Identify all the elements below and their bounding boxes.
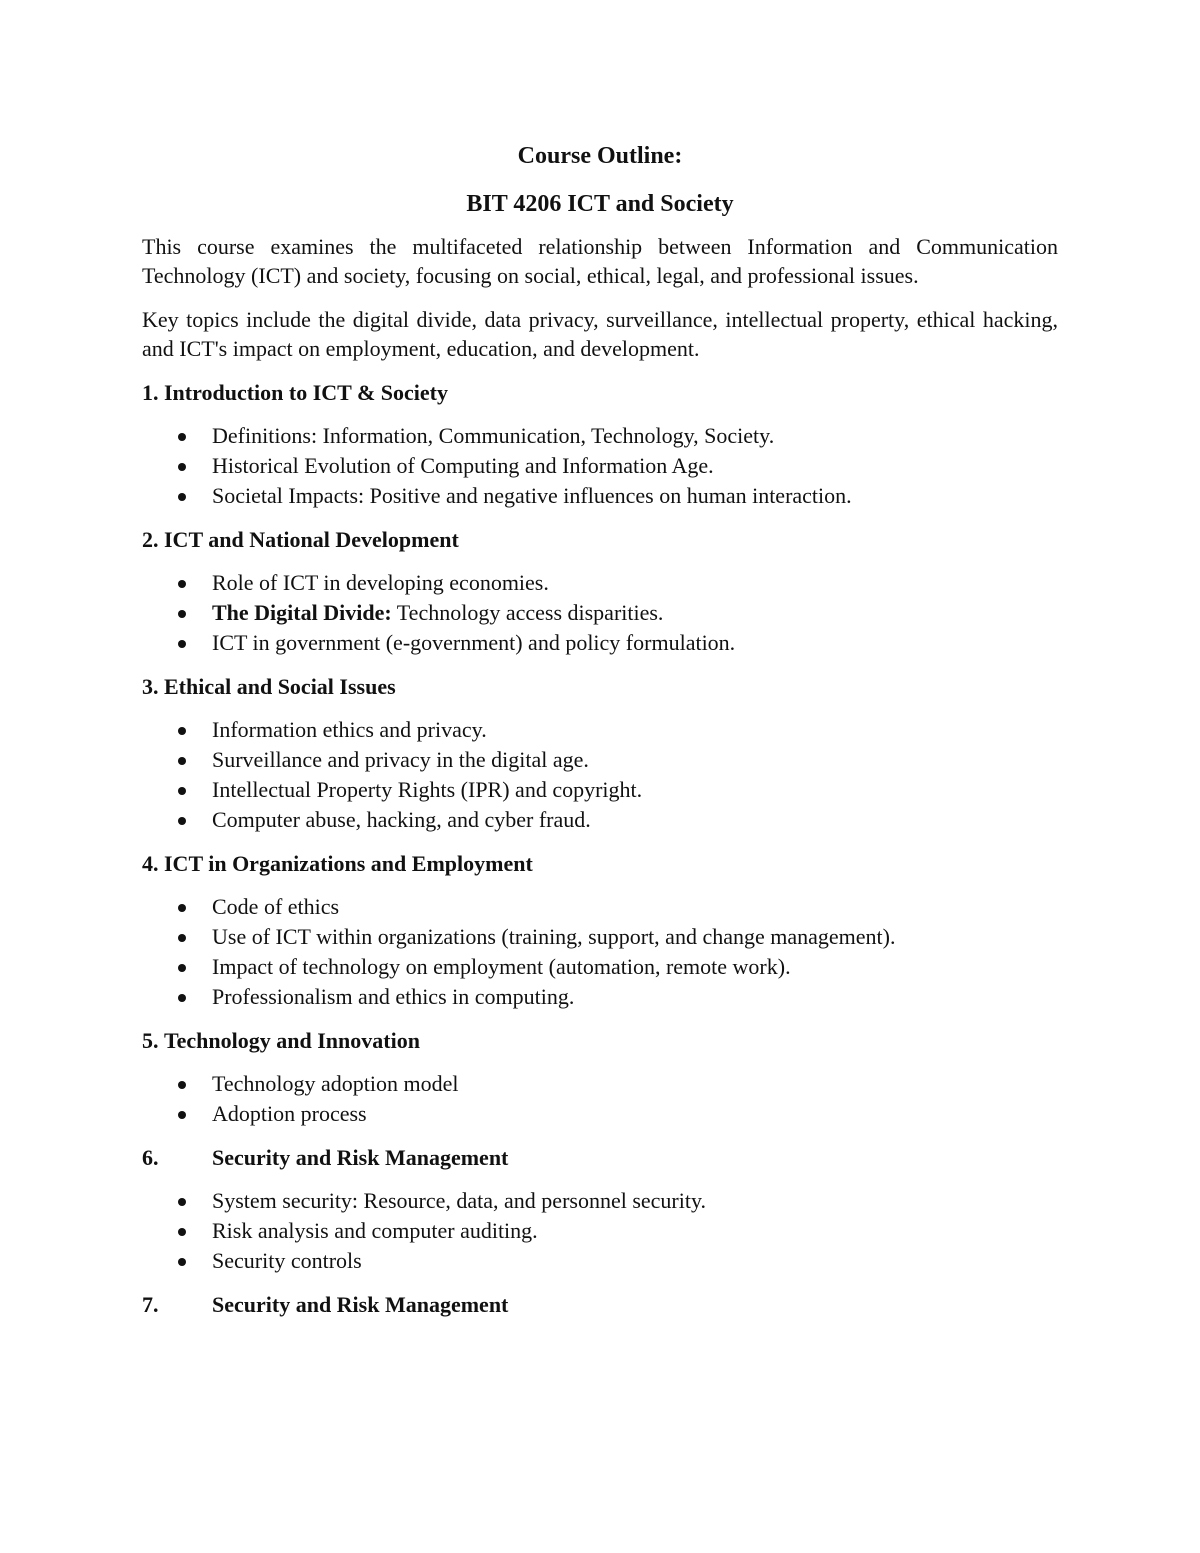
section-title: ICT in Organizations and Employment (164, 851, 533, 876)
bullet-icon (178, 493, 186, 501)
list-item-text: ICT in government (e-government) and policy formulation. (212, 630, 736, 655)
section-number: 1. (142, 380, 164, 405)
list-item (142, 805, 1058, 835)
section-title: Technology and Innovation (164, 1028, 420, 1053)
list-item-text: Surveillance and privacy in the digital age. (212, 747, 589, 772)
section-number: 5. (142, 1028, 164, 1053)
list-item-text: Adoption process (212, 1101, 367, 1126)
bullet-icon (178, 610, 186, 618)
course-title: BIT 4206 ICT and Society (466, 191, 734, 217)
list-item (142, 922, 1058, 952)
list-item (142, 892, 1058, 922)
list-item (142, 628, 1058, 658)
section-bullet-list (142, 715, 1058, 835)
document-title: Course Outline: (517, 143, 683, 169)
list-item (142, 1186, 1058, 1216)
section-title: Introduction to ICT & Society (164, 380, 448, 405)
section-bullet-list (142, 892, 1058, 1012)
section-bullet-list (142, 1186, 1058, 1276)
section-number: 6. (142, 1145, 159, 1170)
list-item-text: Risk analysis and computer auditing. (212, 1218, 538, 1243)
bullet-icon (178, 727, 186, 735)
section-title: Ethical and Social Issues (164, 674, 396, 699)
section-heading (142, 1026, 1058, 1055)
section-title: Security and Risk Management (212, 1292, 509, 1317)
bullet-icon (178, 1258, 186, 1266)
section-number: 3. (142, 674, 164, 699)
bullet-icon (178, 817, 186, 825)
intro-paragraph: This course examines the multifaceted relationship between Information and Communication Technology (ICT) and society, focusing on social, ethical, legal, and professional issues. (142, 234, 1058, 288)
list-item-text: Impact of technology on employment (automation, remote work). (212, 954, 791, 979)
section-heading (142, 672, 1058, 701)
bullet-icon (178, 994, 186, 1002)
list-item (142, 1216, 1058, 1246)
list-item-text: Computer abuse, hacking, and cyber fraud. (212, 807, 591, 832)
list-item (142, 745, 1058, 775)
section-title: Security and Risk Management (212, 1145, 509, 1170)
list-item (142, 421, 1058, 451)
list-item-text: Code of ethics (212, 894, 340, 919)
list-item-text: Technology adoption model (212, 1071, 459, 1096)
section-heading (142, 1290, 1058, 1319)
section-heading (142, 849, 1058, 878)
list-item (142, 1069, 1058, 1099)
list-item (142, 568, 1058, 598)
list-item-text: System security: Resource, data, and personnel security. (212, 1188, 707, 1213)
list-item-text: Information ethics and privacy. (212, 717, 487, 742)
bullet-icon (178, 757, 186, 765)
bullet-icon (178, 1081, 186, 1089)
bullet-icon (178, 640, 186, 648)
list-item-text: Societal Impacts: Positive and negative influences on human interaction. (212, 483, 852, 508)
key-topics-paragraph: Key topics include the digital divide, data privacy, surveillance, intellectual property, ethical hacking, and ICT's impact on employment, education, and development. (142, 307, 1058, 361)
section-heading (142, 378, 1058, 407)
bullet-icon (178, 904, 186, 912)
list-item-text: Technology access disparities. (391, 600, 664, 625)
list-item-bold-label: The Digital Divide: (212, 600, 392, 625)
list-item (142, 598, 1058, 628)
list-item-text: Use of ICT within organizations (training, support, and change management). (212, 924, 896, 949)
bullet-icon (178, 964, 186, 972)
list-item (142, 481, 1058, 511)
list-item-text: Professionalism and ethics in computing. (212, 984, 575, 1009)
section-heading (142, 1143, 1058, 1172)
list-item-text: Intellectual Property Rights (IPR) and copyright. (212, 777, 643, 802)
section-number: 7. (142, 1292, 159, 1317)
bullet-icon (178, 433, 186, 441)
course-sections (142, 378, 1058, 1319)
list-item-text: Definitions: Information, Communication, Technology, Society. (212, 423, 775, 448)
list-item (142, 715, 1058, 745)
list-item (142, 982, 1058, 1012)
section-bullet-list (142, 421, 1058, 511)
section-bullet-list (142, 1069, 1058, 1129)
bullet-icon (178, 580, 186, 588)
bullet-icon (178, 934, 186, 942)
section-bullet-list (142, 568, 1058, 658)
bullet-icon (178, 1228, 186, 1236)
section-number: 4. (142, 851, 164, 876)
list-item (142, 1099, 1058, 1129)
bullet-icon (178, 463, 186, 471)
list-item (142, 952, 1058, 982)
document-body (142, 140, 1058, 1333)
list-item (142, 775, 1058, 805)
list-item (142, 451, 1058, 481)
bullet-icon (178, 1111, 186, 1119)
section-heading (142, 525, 1058, 554)
section-title: ICT and National Development (164, 527, 459, 552)
bullet-icon (178, 787, 186, 795)
bullet-icon (178, 1198, 186, 1206)
section-number: 2. (142, 527, 164, 552)
list-item-text: Security controls (212, 1248, 362, 1273)
list-item-text: Role of ICT in developing economies. (212, 570, 549, 595)
list-item-text: Historical Evolution of Computing and Information Age. (212, 453, 714, 478)
list-item (142, 1246, 1058, 1276)
